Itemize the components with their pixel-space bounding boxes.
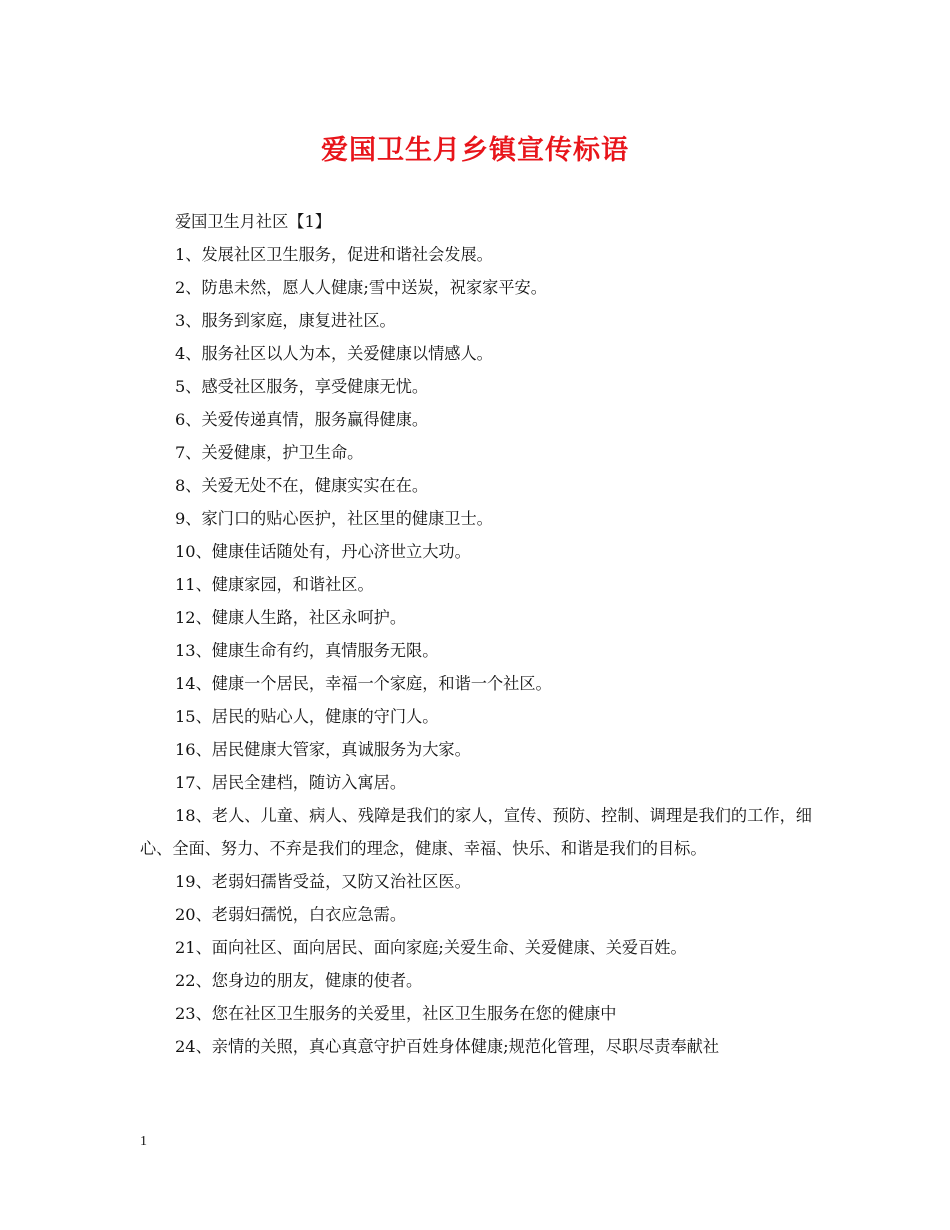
slogan-item: 21、面向社区、面向居民、面向家庭;关爱生命、关爱健康、关爱百姓。 [175, 938, 687, 957]
section-heading: 爱国卫生月社区【1】 [175, 212, 331, 231]
slogan-item: 17、居民全建档，随访入寓居。 [175, 773, 407, 792]
slogan-item: 18、老人、儿童、病人、残障是我们的家人，宣传、预防、控制、调理是我们的工作，细心、全面、努力、不弃是我们的理念，健康、幸福、快乐、和谐是我们的目标。 [140, 806, 812, 858]
slogan-item: 8、关爱无处不在，健康实实在在。 [175, 476, 429, 495]
slogan-item: 9、家门口的贴心医护，社区里的健康卫士。 [175, 509, 493, 528]
slogan-item: 3、服务到家庭，康复进社区。 [175, 311, 396, 330]
slogan-item: 6、关爱传递真情，服务赢得健康。 [175, 410, 429, 429]
slogan-item: 7、关爱健康，护卫生命。 [175, 443, 364, 462]
slogan-item: 5、感受社区服务，享受健康无忧。 [175, 377, 429, 396]
slogan-item: 2、防患未然，愿人人健康;雪中送炭，祝家家平安。 [175, 278, 547, 297]
slogan-item: 13、健康生命有约，真情服务无限。 [175, 641, 439, 660]
slogan-item: 24、亲情的关照，真心真意守护百姓身体健康;规范化管理，尽职尽责奉献社 [175, 1037, 720, 1056]
slogan-item: 15、居民的贴心人，健康的守门人。 [175, 707, 439, 726]
slogan-item: 12、健康人生路，社区永呵护。 [175, 608, 407, 627]
slogan-item: 4、服务社区以人为本，关爱健康以情感人。 [175, 344, 493, 363]
slogan-item: 20、老弱妇孺悦，白衣应急需。 [175, 905, 407, 924]
slogan-item: 1、发展社区卫生服务，促进和谐社会发展。 [175, 245, 493, 264]
slogan-item: 19、老弱妇孺皆受益，又防又治社区医。 [175, 872, 471, 891]
slogan-item: 11、健康家园，和谐社区。 [175, 575, 374, 594]
document-title: 爱国卫生月乡镇宣传标语 [321, 135, 629, 166]
slogan-item: 22、您身边的朋友，健康的使者。 [175, 971, 423, 990]
slogan-item: 10、健康佳话随处有，丹心济世立大功。 [175, 542, 471, 561]
slogan-item: 14、健康一个居民，幸福一个家庭，和谐一个社区。 [175, 674, 552, 693]
page-number: 1 [140, 1134, 147, 1149]
slogan-item: 16、居民健康大管家，真诚服务为大家。 [175, 740, 471, 759]
slogan-item: 23、您在社区卫生服务的关爱里，社区卫生服务在您的健康中 [175, 1004, 617, 1023]
document-body [140, 205, 812, 1063]
